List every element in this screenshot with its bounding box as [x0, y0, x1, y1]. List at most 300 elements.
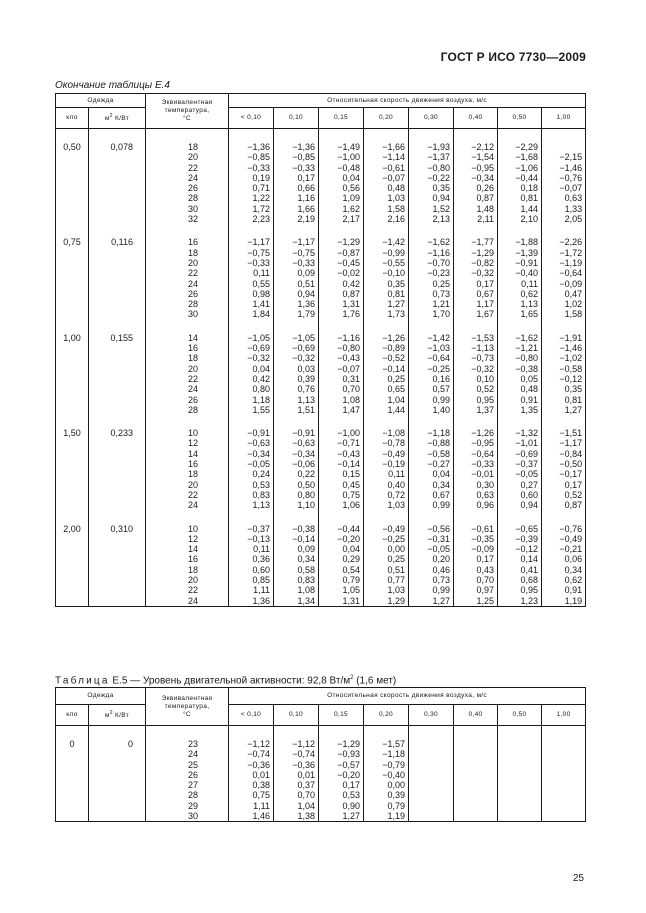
clo-cell: [56, 248, 89, 258]
header-speed: < 0,10: [229, 108, 274, 129]
spacer-cell: [146, 511, 229, 524]
thermal-resistance-cell: [89, 289, 146, 299]
pmv-value-cell: 0,95: [498, 585, 542, 595]
spacer-cell: [409, 415, 454, 428]
header-speed: 0,40: [454, 108, 498, 129]
pmv-value-cell: −1,21: [498, 343, 542, 353]
pmv-value-cell: −0,12: [498, 544, 542, 554]
spacer-cell: [454, 511, 498, 524]
pmv-value-cell: 1,40: [409, 405, 454, 415]
pmv-value-cell: 0,63: [454, 490, 498, 500]
pmv-value-cell: −0,74: [274, 749, 319, 759]
pmv-value-cell: 1,17: [454, 299, 498, 309]
pmv-value-cell: 0,04: [229, 364, 274, 374]
pmv-value-cell: −0,05: [498, 469, 542, 479]
pmv-value-cell: 0,73: [409, 575, 454, 585]
pmv-value-cell: 1,44: [498, 204, 542, 214]
pmv-value-cell: −0,76: [542, 173, 586, 183]
clo-cell: 0: [56, 739, 89, 749]
temperature-cell: 20: [146, 364, 229, 374]
thermal-resistance-cell: [89, 780, 146, 790]
pmv-value-cell: 1,66: [274, 204, 319, 214]
pmv-value-cell: −1,12: [274, 739, 319, 749]
pmv-value-cell: 0,10: [454, 374, 498, 384]
pmv-value-cell: 1,27: [542, 405, 586, 415]
pmv-value-cell: 1,44: [364, 405, 409, 415]
pmv-value-cell: 1,05: [319, 585, 364, 595]
pmv-value-cell: [498, 780, 542, 790]
header-speed: 0,30: [409, 705, 454, 726]
spacer-cell: [364, 129, 409, 143]
thermal-resistance-cell: [89, 575, 146, 585]
header-m2kw: [89, 705, 146, 726]
pmv-value-cell: 0,51: [274, 279, 319, 289]
pmv-value-cell: [454, 780, 498, 790]
clo-cell: [56, 596, 89, 607]
spacer-cell: [89, 129, 146, 143]
pmv-value-cell: 0,31: [319, 374, 364, 384]
thermal-resistance-cell: [89, 438, 146, 448]
pmv-value-cell: 1,03: [364, 585, 409, 595]
pmv-value-cell: −0,14: [274, 534, 319, 544]
pmv-value-cell: −0,65: [498, 524, 542, 534]
pmv-value-cell: 2,16: [364, 214, 409, 224]
spacer-cell: [89, 320, 146, 333]
clo-cell: [56, 152, 89, 162]
thermal-resistance-cell: [89, 395, 146, 405]
table-row: [56, 544, 586, 554]
temperature-cell: 24: [146, 500, 229, 510]
pmv-value-cell: 0,39: [274, 374, 319, 384]
pmv-value-cell: −0,05: [409, 544, 454, 554]
spacer-cell: [542, 415, 586, 428]
clo-cell: [56, 565, 89, 575]
table-row: [56, 760, 586, 770]
header-m2kw-sup: 2: [109, 710, 113, 717]
pmv-value-cell: [454, 749, 498, 759]
header-temperature-unit: °С: [183, 115, 191, 122]
pmv-value-cell: 0,75: [319, 490, 364, 500]
clo-cell: [56, 780, 89, 790]
thermal-resistance-cell: [89, 801, 146, 811]
pmv-value-cell: −0,38: [498, 364, 542, 374]
clo-cell: [56, 480, 89, 490]
pmv-value-cell: 1,65: [498, 309, 542, 319]
temperature-cell: 23: [146, 739, 229, 749]
pmv-value-cell: 1,23: [498, 596, 542, 607]
pmv-value-cell: −0,19: [364, 459, 409, 469]
pmv-value-cell: [409, 801, 454, 811]
thermal-resistance-cell: 0,116: [89, 237, 146, 247]
pmv-value-cell: 0,87: [542, 500, 586, 510]
document-header: ГОСТ Р ИСО 7730—2009: [440, 50, 586, 64]
spacer-cell: [274, 415, 319, 428]
pmv-value-cell: −0,48: [319, 163, 364, 173]
thermal-resistance-cell: [89, 449, 146, 459]
table-row: [56, 343, 586, 353]
pmv-value-cell: 1,46: [229, 811, 274, 822]
pmv-value-cell: 0,35: [364, 279, 409, 289]
clo-cell: 1,00: [56, 333, 89, 343]
table-row: [56, 585, 586, 595]
pmv-value-cell: 0,01: [274, 770, 319, 780]
temperature-cell: 14: [146, 449, 229, 459]
pmv-value-cell: 2,13: [409, 214, 454, 224]
thermal-resistance-cell: [89, 343, 146, 353]
pmv-value-cell: −0,36: [229, 760, 274, 770]
clo-cell: [56, 490, 89, 500]
temperature-cell: 28: [146, 193, 229, 203]
clo-cell: [56, 760, 89, 770]
table-row: [56, 258, 586, 268]
pmv-value-cell: 0,09: [274, 544, 319, 554]
pmv-value-cell: −0,33: [454, 459, 498, 469]
pmv-value-cell: [454, 801, 498, 811]
pmv-value-cell: 0,54: [319, 565, 364, 575]
pmv-value-cell: 1,52: [409, 204, 454, 214]
pmv-value-cell: 1,73: [364, 309, 409, 319]
pmv-value-cell: 0,83: [274, 575, 319, 585]
pmv-value-cell: 1,11: [229, 585, 274, 595]
pmv-value-cell: −0,02: [319, 268, 364, 278]
temperature-cell: 18: [146, 565, 229, 575]
pmv-value-cell: −0,50: [542, 459, 586, 469]
pmv-value-cell: −0,49: [364, 449, 409, 459]
pmv-value-cell: 0,58: [274, 565, 319, 575]
pmv-value-cell: −0,35: [454, 534, 498, 544]
clo-cell: [56, 353, 89, 363]
pmv-value-cell: 0,62: [498, 289, 542, 299]
pmv-value-cell: 0,17: [542, 480, 586, 490]
temperature-cell: 16: [146, 343, 229, 353]
table-e5-label: Таблица: [55, 675, 110, 687]
clo-cell: [56, 299, 89, 309]
pmv-value-cell: −0,44: [319, 524, 364, 534]
pmv-value-cell: −0,76: [542, 524, 586, 534]
pmv-value-cell: [542, 749, 586, 759]
thermal-resistance-cell: [89, 770, 146, 780]
header-speed: 0,40: [454, 705, 498, 726]
pmv-value-cell: [498, 739, 542, 749]
temperature-cell: 10: [146, 524, 229, 534]
pmv-value-cell: −1,06: [498, 163, 542, 173]
pmv-value-cell: 1,27: [319, 811, 364, 822]
table-row: [56, 469, 586, 479]
pmv-value-cell: −1,19: [542, 258, 586, 268]
group-spacer: [56, 129, 586, 143]
pmv-value-cell: 2,05: [542, 214, 586, 224]
pmv-value-cell: 0,17: [319, 780, 364, 790]
pmv-value-cell: −1,93: [409, 142, 454, 152]
table-row: [56, 163, 586, 173]
thermal-resistance-cell: [89, 811, 146, 822]
clo-cell: [56, 384, 89, 394]
table-row: [56, 299, 586, 309]
header-temperature-line1: Эквивалентная: [161, 694, 213, 702]
pmv-value-cell: 0,11: [229, 268, 274, 278]
thermal-resistance-cell: [89, 405, 146, 415]
clo-cell: [56, 204, 89, 214]
spacer-cell: [454, 224, 498, 237]
pmv-value-cell: [454, 811, 498, 822]
pmv-value-cell: −1,03: [409, 343, 454, 353]
pmv-value-cell: −0,09: [454, 544, 498, 554]
table-row: [56, 480, 586, 490]
pmv-value-cell: 0,38: [229, 780, 274, 790]
pmv-value-cell: 0,17: [454, 279, 498, 289]
clo-cell: [56, 268, 89, 278]
pmv-value-cell: 1,72: [229, 204, 274, 214]
spacer-cell: [274, 511, 319, 524]
thermal-resistance-cell: [89, 480, 146, 490]
pmv-value-cell: 1,09: [319, 193, 364, 203]
table-row: [56, 384, 586, 394]
pmv-value-cell: −1,54: [454, 152, 498, 162]
pmv-value-cell: 0,48: [498, 384, 542, 394]
clo-cell: [56, 801, 89, 811]
pmv-value-cell: −0,43: [319, 449, 364, 459]
pmv-value-cell: 1,62: [319, 204, 364, 214]
pmv-value-cell: 2,10: [498, 214, 542, 224]
pmv-value-cell: −1,00: [319, 152, 364, 162]
header-clo: кло: [56, 108, 89, 129]
clo-cell: [56, 770, 89, 780]
thermal-resistance-cell: [89, 500, 146, 510]
spacer-cell: [542, 320, 586, 333]
spacer-cell: [229, 129, 274, 143]
spacer-cell: [498, 320, 542, 333]
thermal-resistance-cell: [89, 585, 146, 595]
spacer-cell: [409, 726, 454, 740]
pmv-value-cell: −1,32: [498, 428, 542, 438]
pmv-value-cell: −0,99: [364, 248, 409, 258]
pmv-value-cell: 0,03: [274, 364, 319, 374]
pmv-value-cell: [542, 770, 586, 780]
header-air-speed: Относительная скорость движения воздуха, м/с: [229, 688, 586, 705]
pmv-value-cell: −0,32: [229, 353, 274, 363]
pmv-value-cell: 1,27: [409, 596, 454, 607]
pmv-value-cell: 1,58: [542, 309, 586, 319]
pmv-value-cell: 0,35: [409, 183, 454, 193]
pmv-value-cell: 1,48: [454, 204, 498, 214]
pmv-value-cell: −0,32: [454, 268, 498, 278]
pmv-value-cell: 0,71: [229, 183, 274, 193]
pmv-value-cell: −0,57: [319, 760, 364, 770]
header-speed: 0,50: [498, 705, 542, 726]
pmv-value-cell: 0,60: [229, 565, 274, 575]
pmv-value-cell: −0,63: [274, 438, 319, 448]
thermal-resistance-cell: [89, 268, 146, 278]
temperature-cell: 25: [146, 760, 229, 770]
table-row: [56, 524, 586, 534]
pmv-value-cell: 1,51: [274, 405, 319, 415]
pmv-value-cell: −0,69: [229, 343, 274, 353]
pmv-value-cell: 0,42: [229, 374, 274, 384]
pmv-value-cell: [498, 801, 542, 811]
pmv-value-cell: −0,34: [274, 449, 319, 459]
table-row: [56, 459, 586, 469]
pmv-value-cell: −0,56: [409, 524, 454, 534]
spacer-cell: [146, 726, 229, 740]
temperature-cell: 24: [146, 384, 229, 394]
pmv-value-cell: −1,39: [498, 248, 542, 258]
table-row: [56, 596, 586, 607]
pmv-value-cell: −0,20: [319, 534, 364, 544]
pmv-value-cell: 0,42: [319, 279, 364, 289]
spacer-cell: [454, 129, 498, 143]
pmv-value-cell: 0,97: [454, 585, 498, 595]
pmv-value-cell: [409, 790, 454, 800]
pmv-value-cell: −0,95: [454, 163, 498, 173]
spacer-cell: [229, 726, 274, 740]
temperature-cell: 22: [146, 163, 229, 173]
clo-cell: [56, 575, 89, 585]
spacer-cell: [274, 320, 319, 333]
pmv-value-cell: −0,91: [229, 428, 274, 438]
spacer-cell: [229, 415, 274, 428]
clo-cell: [56, 469, 89, 479]
pmv-value-cell: −0,91: [498, 258, 542, 268]
thermal-resistance-cell: [89, 279, 146, 289]
pmv-value-cell: 0,36: [229, 554, 274, 564]
pmv-value-cell: 1,10: [274, 500, 319, 510]
pmv-value-cell: −1,42: [364, 237, 409, 247]
pmv-value-cell: 0,18: [498, 183, 542, 193]
clo-cell: [56, 214, 89, 224]
pmv-value-cell: [542, 739, 586, 749]
pmv-value-cell: 0,00: [364, 544, 409, 554]
pmv-value-cell: 0,14: [498, 554, 542, 564]
thermal-resistance-cell: [89, 299, 146, 309]
pmv-value-cell: −0,73: [454, 353, 498, 363]
spacer-cell: [146, 129, 229, 143]
pmv-value-cell: −1,17: [542, 438, 586, 448]
pmv-value-cell: −0,80: [319, 343, 364, 353]
clo-cell: [56, 554, 89, 564]
pmv-value-cell: 0,04: [409, 469, 454, 479]
pmv-value-cell: 0,99: [409, 500, 454, 510]
thermal-resistance-cell: 0,310: [89, 524, 146, 534]
pmv-value-cell: −0,06: [274, 459, 319, 469]
pmv-value-cell: 0,91: [498, 395, 542, 405]
temperature-cell: 20: [146, 575, 229, 585]
spacer-cell: [498, 129, 542, 143]
pmv-value-cell: −0,64: [409, 353, 454, 363]
table-row: [56, 790, 586, 800]
pmv-value-cell: 0,77: [364, 575, 409, 585]
pmv-value-cell: −0,43: [319, 353, 364, 363]
temperature-cell: 30: [146, 309, 229, 319]
pmv-value-cell: [542, 142, 586, 152]
pmv-value-cell: −1,62: [498, 333, 542, 343]
header-speed: 0,20: [364, 705, 409, 726]
clo-cell: 0,75: [56, 237, 89, 247]
pmv-value-cell: −0,80: [498, 353, 542, 363]
pmv-value-cell: 0,91: [542, 585, 586, 595]
pmv-value-cell: 0,11: [229, 544, 274, 554]
pmv-value-cell: 0,90: [319, 801, 364, 811]
pmv-value-cell: 0,17: [454, 554, 498, 564]
pmv-value-cell: [409, 811, 454, 822]
group-spacer: [56, 511, 586, 524]
pmv-value-cell: 0,76: [274, 384, 319, 394]
spacer-cell: [274, 726, 319, 740]
pmv-value-cell: 1,13: [498, 299, 542, 309]
pmv-value-cell: −0,25: [364, 534, 409, 544]
pmv-value-cell: 1,25: [454, 596, 498, 607]
pmv-value-cell: 1,21: [409, 299, 454, 309]
pmv-value-cell: −0,85: [229, 152, 274, 162]
pmv-value-cell: −0,80: [409, 163, 454, 173]
header-speed: < 0,10: [229, 705, 274, 726]
pmv-value-cell: 2,23: [229, 214, 274, 224]
pmv-value-cell: 1,18: [229, 395, 274, 405]
pmv-value-cell: −0,75: [274, 248, 319, 258]
pmv-value-cell: 0,67: [409, 490, 454, 500]
pmv-value-cell: 0,45: [319, 480, 364, 490]
table-row: [56, 770, 586, 780]
table-row: [56, 289, 586, 299]
page-number: 25: [572, 873, 584, 884]
pmv-value-cell: 0,57: [409, 384, 454, 394]
thermal-resistance-cell: [89, 459, 146, 469]
temperature-cell: 24: [146, 173, 229, 183]
table-row: [56, 405, 586, 415]
pmv-value-cell: −1,05: [274, 333, 319, 343]
temperature-cell: 26: [146, 183, 229, 193]
pmv-value-cell: −1,46: [542, 343, 586, 353]
temperature-cell: 14: [146, 544, 229, 554]
pmv-value-cell: 0,81: [498, 193, 542, 203]
pmv-value-cell: [454, 760, 498, 770]
table-row: [56, 214, 586, 224]
spacer-cell: [364, 511, 409, 524]
clo-cell: 0,50: [56, 142, 89, 152]
pmv-value-cell: 0,40: [364, 480, 409, 490]
pmv-value-cell: 1,11: [229, 801, 274, 811]
spacer-cell: [56, 415, 89, 428]
pmv-value-cell: −0,07: [319, 364, 364, 374]
pmv-value-cell: 0,11: [498, 279, 542, 289]
pmv-value-cell: 1,33: [542, 204, 586, 214]
pmv-value-cell: 1,58: [364, 204, 409, 214]
spacer-cell: [542, 511, 586, 524]
header-m2kw: [89, 108, 146, 129]
temperature-cell: 18: [146, 248, 229, 258]
spacer-cell: [454, 415, 498, 428]
temperature-cell: 22: [146, 268, 229, 278]
header-temperature: [146, 688, 229, 726]
pmv-value-cell: 0,34: [274, 554, 319, 564]
temperature-cell: 14: [146, 333, 229, 343]
group-spacer: [56, 415, 586, 428]
pmv-value-cell: 0,16: [409, 374, 454, 384]
pmv-value-cell: 0,11: [364, 469, 409, 479]
pmv-value-cell: −0,75: [229, 248, 274, 258]
pmv-value-cell: −0,70: [409, 258, 454, 268]
thermal-resistance-cell: [89, 173, 146, 183]
pmv-value-cell: 0,25: [409, 279, 454, 289]
table-e4-caption: Окончание таблицы Е.4: [55, 80, 170, 91]
clo-cell: 2,00: [56, 524, 89, 534]
pmv-value-cell: 0,05: [498, 374, 542, 384]
pmv-value-cell: −0,22: [409, 173, 454, 183]
pmv-value-cell: 1,55: [229, 405, 274, 415]
clo-cell: [56, 258, 89, 268]
pmv-value-cell: 0,01: [229, 770, 274, 780]
table-row: [56, 173, 586, 183]
pmv-value-cell: −1,57: [364, 739, 409, 749]
